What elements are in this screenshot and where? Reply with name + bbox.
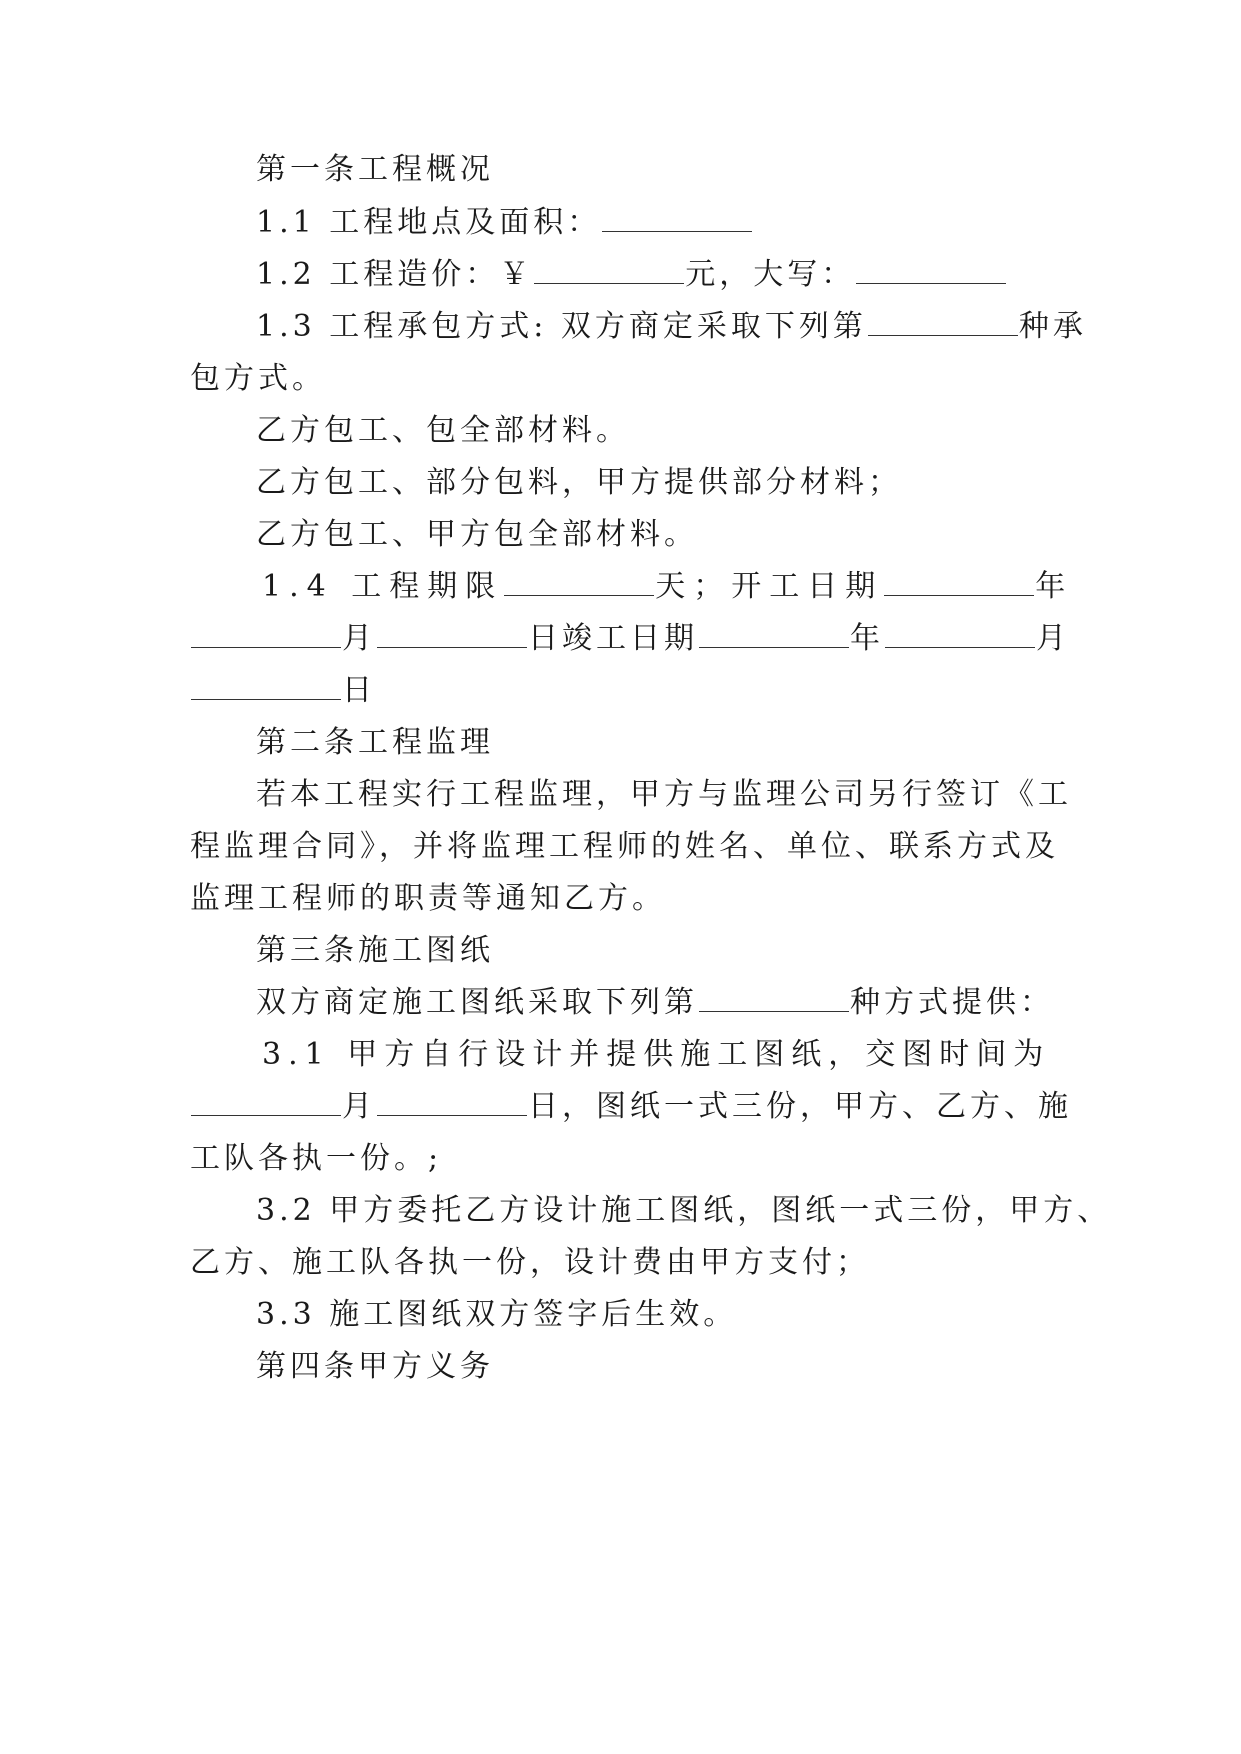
clause-text: 元，大写： xyxy=(685,257,856,292)
clause-text: 日 xyxy=(342,673,376,708)
clause-1-3 xyxy=(256,307,1087,347)
article1-heading xyxy=(256,150,1076,190)
clause-3-1-cont xyxy=(190,1087,1070,1127)
heading-text: 第四条甲方义务 xyxy=(256,1349,494,1384)
clause-text: 种承 xyxy=(1018,309,1087,344)
paragraph-text: 程监理合同》，并将监理工程师的姓名、单位、联系方式及 xyxy=(190,829,1059,864)
clause-1-2 xyxy=(256,255,1076,295)
clause-3-3 xyxy=(256,1295,1076,1335)
fill-blank[interactable] xyxy=(377,1089,527,1116)
clause-text: 月 xyxy=(342,1089,376,1124)
clause-3-2-cont xyxy=(190,1243,1070,1283)
option-3 xyxy=(256,515,1076,555)
clause-text: 1.2 工程造价：￥ xyxy=(256,257,534,292)
clause-1-3-cont xyxy=(190,359,1070,399)
fill-blank[interactable] xyxy=(856,257,1006,284)
option-text: 乙方包工、甲方包全部材料。 xyxy=(256,517,698,552)
article2-heading xyxy=(256,723,1076,763)
option-text: 乙方包工、部分包料，甲方提供部分材料； xyxy=(256,465,902,500)
fill-blank[interactable] xyxy=(699,985,849,1012)
clause-text: 月 xyxy=(342,621,376,656)
clause-text: 日，图纸一式三份，甲方、乙方、施 xyxy=(528,1089,1072,1124)
fill-blank[interactable] xyxy=(884,569,1034,596)
fill-blank[interactable] xyxy=(602,205,752,232)
article2-para-line-1 xyxy=(256,775,1076,815)
option-1 xyxy=(256,411,1076,451)
clause-text: 1.3 工程承包方式: 双方商定采取下列第 xyxy=(256,309,867,344)
clause-text: 年 xyxy=(1035,569,1074,604)
option-text: 乙方包工、包全部材料。 xyxy=(256,413,630,448)
heading-text: 第一条工程概况 xyxy=(256,152,494,187)
clause-text: 1.1 工程地点及面积： xyxy=(256,205,602,240)
clause-text: 3.1 甲方自行设计并提供施工图纸，交图时间为 xyxy=(262,1037,1051,1072)
clause-text: 双方商定施工图纸采取下列第 xyxy=(256,985,698,1020)
clause-1-1 xyxy=(256,203,1076,243)
fill-blank[interactable] xyxy=(534,257,684,284)
fill-blank[interactable] xyxy=(699,621,849,648)
clause-1-4-end xyxy=(190,671,1070,711)
heading-text: 第二条工程监理 xyxy=(256,725,494,760)
option-2 xyxy=(256,463,1076,503)
clause-3-1-end xyxy=(190,1139,1070,1179)
clause-text: 乙方、施工队各执一份，设计费由甲方支付； xyxy=(190,1245,870,1280)
clause-text: 天；开工日期 xyxy=(655,569,884,604)
fill-blank[interactable] xyxy=(868,309,1018,336)
clause-3-1 xyxy=(262,1035,1062,1075)
fill-blank[interactable] xyxy=(504,569,654,596)
clause-text: 包方式。 xyxy=(190,361,326,396)
clause-3-2 xyxy=(256,1191,1112,1231)
article3-heading xyxy=(256,931,1076,971)
fill-blank[interactable] xyxy=(191,673,341,700)
clause-text: 3.2 甲方委托乙方设计施工图纸，图纸一式三份，甲方、 xyxy=(256,1193,1112,1228)
paragraph-text: 若本工程实行工程监理，甲方与监理公司另行签订《工 xyxy=(256,777,1072,812)
clause-text: 日竣工日期 xyxy=(528,621,698,656)
clause-text: 1.4 工程期限 xyxy=(262,569,504,604)
clause-1-4 xyxy=(262,567,1074,607)
clause-text: 工队各执一份。; xyxy=(190,1141,443,1176)
clause-1-4-cont xyxy=(190,619,1070,659)
article2-para-line-3 xyxy=(190,879,1070,919)
fill-blank[interactable] xyxy=(885,621,1035,648)
fill-blank[interactable] xyxy=(191,621,341,648)
heading-text: 第三条施工图纸 xyxy=(256,933,494,968)
clause-text: 年 xyxy=(850,621,884,656)
clause-text: 月 xyxy=(1036,621,1070,656)
paragraph-text: 监理工程师的职责等通知乙方。 xyxy=(190,881,666,916)
clause-text: 种方式提供： xyxy=(850,985,1054,1020)
article4-heading xyxy=(256,1347,1076,1387)
article2-para-line-2 xyxy=(190,827,1070,867)
fill-blank[interactable] xyxy=(191,1089,341,1116)
clause-text: 3.3 施工图纸双方签字后生效。 xyxy=(256,1297,738,1332)
article3-intro xyxy=(256,983,1076,1023)
fill-blank[interactable] xyxy=(377,621,527,648)
